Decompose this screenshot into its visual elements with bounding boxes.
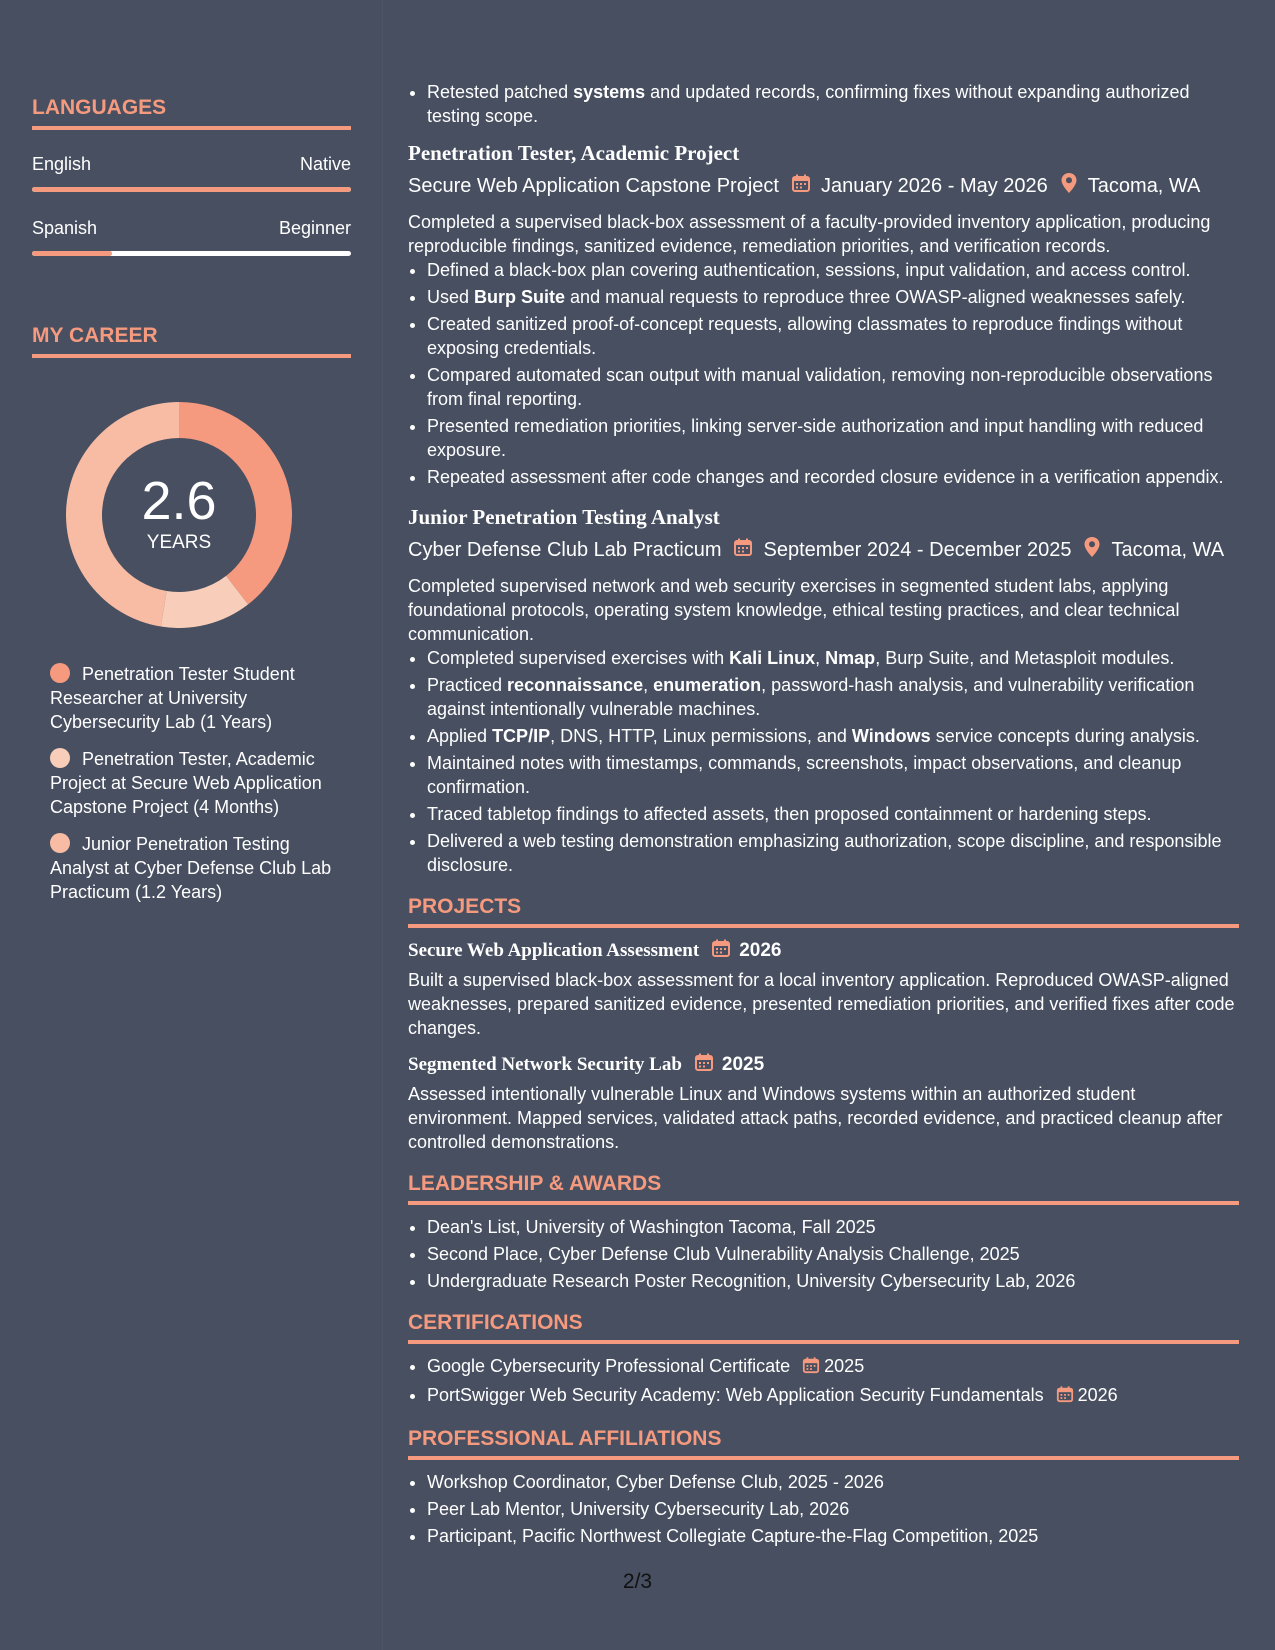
text-run: Compared automated scan output with manual validation, removing non-reproducible observations from final reporting.: [427, 365, 1213, 409]
text-run: , Burp Suite, and Metasploit modules.: [875, 648, 1175, 668]
project-description: Assessed intentionally vulnerable Linux and Windows systems within an authorized student environment. Mapped services, validated attack paths, recorded evidence, and practiced cleanup after controlled demonstrations.: [408, 1084, 1223, 1152]
bold-keyword: Burp Suite: [474, 287, 566, 307]
projects-heading: PROJECTS: [408, 895, 1239, 928]
job-dates: September 2024 - December 2025: [763, 538, 1072, 561]
text-run: Retested patched: [427, 82, 574, 102]
job-description: Completed supervised network and web security exercises in segmented student labs, applying foundational protocols, operating system knowledge, ethical testing practices, and clear technical communication.: [408, 576, 1180, 644]
bold-keyword: enumeration: [653, 675, 762, 695]
language-level: Beginner: [278, 218, 351, 238]
certifications-heading: CERTIFICATIONS: [408, 1311, 1239, 1344]
text-run: Used: [427, 287, 475, 307]
job-bullet: [427, 724, 1239, 748]
job-bullet: [427, 258, 1239, 282]
project-title-row: [408, 1052, 1239, 1078]
projects-list: [408, 938, 1239, 1154]
language-name: Spanish: [32, 218, 98, 238]
text-run: Created sanitized proof-of-concept requests, allowing classmates to reproduce findings without exposing credentials.: [427, 314, 1183, 358]
text-run: Maintained notes with timestamps, commands, screenshots, impact observations, and cleanup confirmation.: [427, 753, 1182, 797]
main-content: [408, 0, 1239, 1551]
career-legend: [50, 662, 340, 904]
project-title: Secure Web Application Assessment: [408, 940, 700, 961]
project-entry: [408, 1052, 1239, 1154]
language-level-bar: [32, 187, 351, 192]
project-description: Built a supervised black-box assessment for a local inventory application. Reproduced OWASP-aligned weaknesses, prepared sanitized evidence, presented remediation priorities, and verified fixes after code changes.: [408, 970, 1235, 1038]
affiliations-heading: PROFESSIONAL AFFILIATIONS: [408, 1427, 1239, 1460]
bold-keyword: TCP/IP: [492, 726, 551, 746]
job-bullets: [408, 646, 1239, 877]
language-level-fill: [32, 251, 112, 256]
text-run: Presented remediation priorities, linking server-side authorization and input handling with reduced exposure.: [427, 416, 1204, 460]
career-legend-item: [50, 662, 340, 734]
text-run: Delivered a web testing demonstration emphasizing authorization, scope discipline, and responsible disclosure.: [427, 831, 1222, 875]
project-title: Segmented Network Security Lab: [408, 1054, 682, 1075]
legend-dot: [50, 748, 70, 768]
certifications-list: [408, 1354, 1239, 1409]
leadership-heading: LEADERSHIP & AWARDS: [408, 1172, 1239, 1205]
job-bullet: [427, 465, 1239, 489]
languages-heading: LANGUAGES: [32, 96, 351, 130]
bold-keyword: Nmap: [825, 648, 876, 668]
job-meta: [408, 536, 1239, 564]
job-location: Tacoma, WA: [1111, 538, 1225, 561]
text-run: and manual requests to reproduce three OWASP-aligned weaknesses safely.: [565, 287, 1186, 307]
text-run: ,: [815, 648, 826, 668]
calendar-icon: [1056, 1385, 1074, 1409]
languages-list: [32, 154, 351, 256]
career-donut-chart: [66, 402, 292, 628]
language-row: [32, 154, 351, 175]
project-year: 2025: [721, 1054, 765, 1075]
legend-dot: [50, 833, 70, 853]
page-number: 2/3: [622, 1570, 653, 1593]
text-run: Applied: [427, 726, 493, 746]
sidebar: [32, 0, 351, 917]
award-item: • Dean's List, University of Washington Tacoma, Fall 2025: [427, 1215, 1239, 1239]
bold-keyword: Kali Linux: [729, 648, 816, 668]
career-years-unit: YEARS: [146, 532, 212, 553]
career-heading: MY CAREER: [32, 324, 351, 358]
column-divider: [382, 0, 383, 1650]
calendar-icon: [791, 173, 811, 199]
language-row: [32, 218, 351, 239]
job-title: Junior Penetration Testing Analyst: [408, 505, 720, 529]
certification-year: 2026: [1077, 1385, 1118, 1405]
certification-name: Google Cybersecurity Professional Certificate: [427, 1356, 791, 1376]
career-legend-item: [50, 832, 340, 904]
calendar-icon: [711, 938, 731, 964]
job-bullet: [427, 673, 1239, 721]
text-run: service concepts during analysis.: [930, 726, 1200, 746]
text-run: , DNS, HTTP, Linux permissions, and: [550, 726, 852, 746]
legend-label: Penetration Tester, Academic Project at Secure Web Application Capstone Project (4 Months): [50, 749, 322, 817]
text-run: Repeated assessment after code changes and recorded closure evidence in a verification appendix.: [427, 467, 1224, 487]
job-meta: [408, 172, 1239, 200]
location-pin-icon: [1060, 172, 1078, 200]
career-years-value: 2.6: [141, 471, 217, 531]
text-run: ,: [643, 675, 654, 695]
job-bullet: [427, 751, 1239, 799]
job-entry: [408, 505, 1239, 877]
text-run: Defined a black-box plan covering authentication, sessions, input validation, and access control.: [427, 260, 1191, 280]
job-bullet: [427, 363, 1239, 411]
text-run: Practiced: [427, 675, 508, 695]
job-bullets: [408, 258, 1239, 489]
career-legend-item: [50, 747, 340, 819]
certification-name: PortSwigger Web Security Academy: Web Application Security Fundamentals: [427, 1385, 1044, 1405]
job-bullet: [427, 829, 1239, 877]
job-bullet: [427, 312, 1239, 360]
award-item: • Undergraduate Research Poster Recognition, University Cybersecurity Lab, 2026: [427, 1269, 1239, 1293]
job-bullet: [427, 285, 1239, 309]
job-description: Completed a supervised black-box assessment of a faculty-provided inventory application, producing reproducible findings, sanitized evidence, remediation priorities, and verification records.: [408, 212, 1211, 256]
project-title-row: [408, 938, 1239, 964]
job-organization: Secure Web Application Capstone Project: [408, 174, 779, 197]
bold-keyword: Windows: [851, 726, 931, 746]
certification-year: 2025: [824, 1356, 865, 1376]
award-item: • Second Place, Cyber Defense Club Vulnerability Analysis Challenge, 2025: [427, 1242, 1239, 1266]
job-dates: January 2026 - May 2026: [820, 174, 1048, 197]
project-entry: [408, 938, 1239, 1040]
project-year: 2026: [739, 940, 782, 961]
affiliation-item: • Workshop Coordinator, Cyber Defense Club, 2025 - 2026: [427, 1470, 1239, 1494]
affiliations-list: [408, 1470, 1239, 1548]
job-bullet: [427, 802, 1239, 826]
job-location: Tacoma, WA: [1087, 174, 1201, 197]
calendar-icon: [802, 1356, 820, 1380]
language-level: Native: [299, 154, 351, 174]
certification-item: [427, 1354, 1239, 1380]
bold-keyword: reconnaissance: [507, 675, 644, 695]
job-entry: [408, 141, 1239, 489]
job-bullet: [427, 414, 1239, 462]
text-run: and updated records, confirming fixes without expanding authorized testing scope.: [427, 82, 1190, 126]
bold-keyword: systems: [573, 82, 646, 102]
job-bullet: [427, 646, 1239, 670]
calendar-icon: [733, 537, 753, 563]
language-name: English: [32, 154, 92, 174]
affiliation-item: • Participant, Pacific Northwest Collegiate Capture-the-Flag Competition, 2025: [427, 1524, 1239, 1548]
leadership-list: [408, 1215, 1239, 1293]
location-pin-icon: [1083, 536, 1101, 564]
bullet-item: [427, 80, 1239, 128]
experience-list: [408, 141, 1239, 877]
job-title: Penetration Tester, Academic Project: [408, 141, 740, 165]
job-organization: Cyber Defense Club Lab Practicum: [408, 538, 722, 561]
affiliation-item: • Peer Lab Mentor, University Cybersecurity Lab, 2026: [427, 1497, 1239, 1521]
text-run: Completed supervised exercises with: [427, 648, 730, 668]
certification-item: [427, 1383, 1239, 1409]
legend-dot: [50, 663, 70, 683]
calendar-icon: [694, 1052, 714, 1078]
language-level-bar: [32, 251, 351, 256]
text-run: , password-hash analysis, and vulnerability verification against intentionally vulnerable machines.: [427, 675, 1195, 719]
text-run: Traced tabletop findings to affected assets, then proposed containment or hardening steps.: [427, 804, 1152, 824]
language-level-fill: [32, 187, 351, 192]
top-bullet-list: [408, 80, 1239, 128]
legend-label: Penetration Tester Student Researcher at University Cybersecurity Lab (1 Years): [50, 664, 295, 732]
legend-label: Junior Penetration Testing Analyst at Cyber Defense Club Lab Practicum (1.2 Years): [50, 834, 332, 902]
